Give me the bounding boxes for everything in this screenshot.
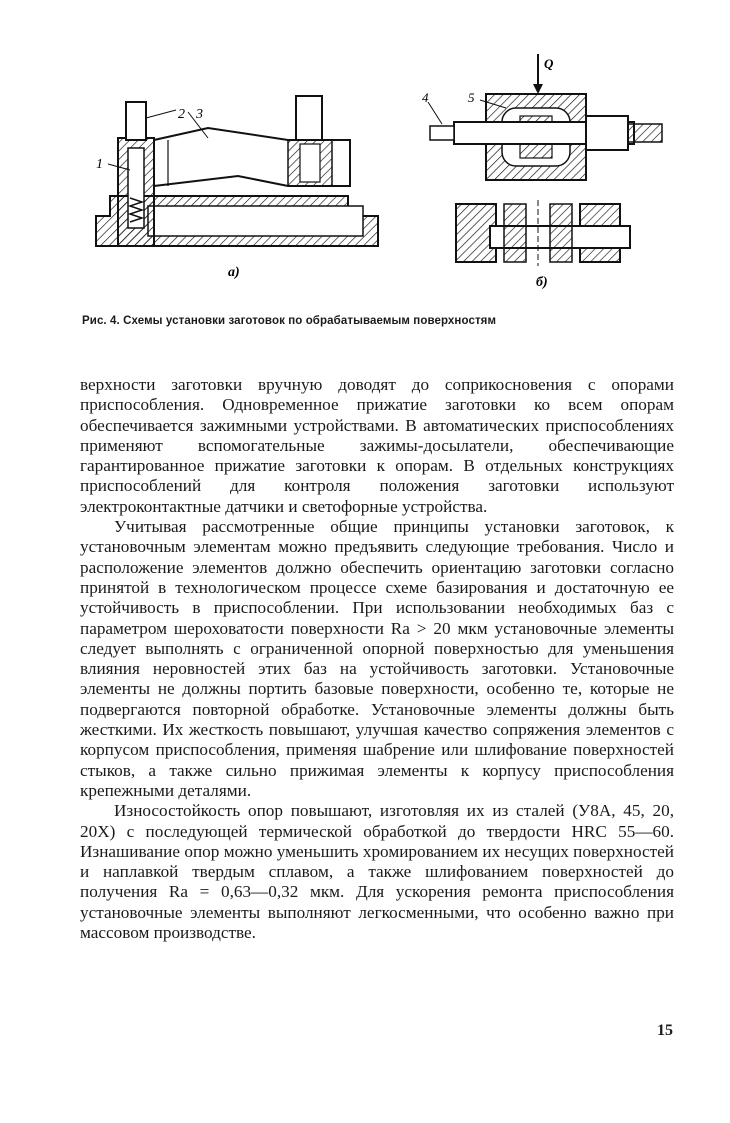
callout-4: 4 <box>422 90 429 105</box>
callout-q: Q <box>544 56 554 71</box>
fixture-drawing-b <box>420 50 670 290</box>
body-text <box>80 375 674 943</box>
paragraph-1: верхности заготовки вручную доводят до соприкосновения с опорами приспособления. Одновременное прижатие заготовки ко всем опорам обеспечивается зажимными устройствами. В автоматических приспособлениях применяют вспомогательные зажимы-досылатели, обеспечивающие гарантированное прижатие заготовки к опорам. В отдельных конструкциях приспособлений для контроля положения заготовки используют электроконтактные датчики и светофорные устройства. <box>80 375 674 516</box>
paragraph-3: Износостойкость опор повышают, изготовляя их из сталей (У8А, 45, 20, 20Х) с последующей термической обработкой до твердости HRC 55—60. Изнашивание опор можно уменьшить хромированием их несущих поверхностей и наплавкой твердым сплавом, а также шлифованием поверхностей до получения Ra = 0,63—0,32 мкм. Для ускорения ремонта приспособления установочные элементы выполняют легкосменными, что особенно важно при массовом производстве. <box>80 801 674 943</box>
callout-2: 2 <box>178 107 185 122</box>
figure-b <box>420 50 670 290</box>
callout-1: 1 <box>96 157 103 172</box>
subfigure-a-label: а) <box>228 265 240 280</box>
subfigure-b-label: б) <box>536 275 548 290</box>
callout-3: 3 <box>196 107 203 122</box>
figure-caption: Рис. 4. Схемы установки заготовок по обрабатываемым поверхностям <box>82 315 497 327</box>
figure-a <box>88 88 408 288</box>
fixture-drawing-a <box>88 88 408 288</box>
paragraph-2: Учитывая рассмотренные общие принципы установки заготовок, к установочным элементам можно предъявить следующие требования. Число и расположение элементов должно обеспечить ориентацию заготовки согласно принятой в технологическом процессе схеме базирования и достаточную ее устойчивость в приспособлении. При использовании необходимых баз с параметром шероховатости поверхности Ra > 20 мкм установочные элементы следует выполнять с ограниченной опорной поверхностью для уменьшения влияния неровностей этих баз на устойчивость заготовки. Установочные элементы не должны портить базовые поверхности, особенно те, которые не подвергаются повторной обработке. Установочные элементы должны быть жесткими. Их жесткость повышают, улучшая качество сопряжения элементов с корпусом приспособления, применяя шабрение или шлифование поверхностей стыков, а также сильно прижимая элементы к корпусу приспособления крепежными деталями. <box>80 517 674 800</box>
page-number: 15 <box>657 1022 673 1039</box>
callout-5: 5 <box>468 90 475 105</box>
